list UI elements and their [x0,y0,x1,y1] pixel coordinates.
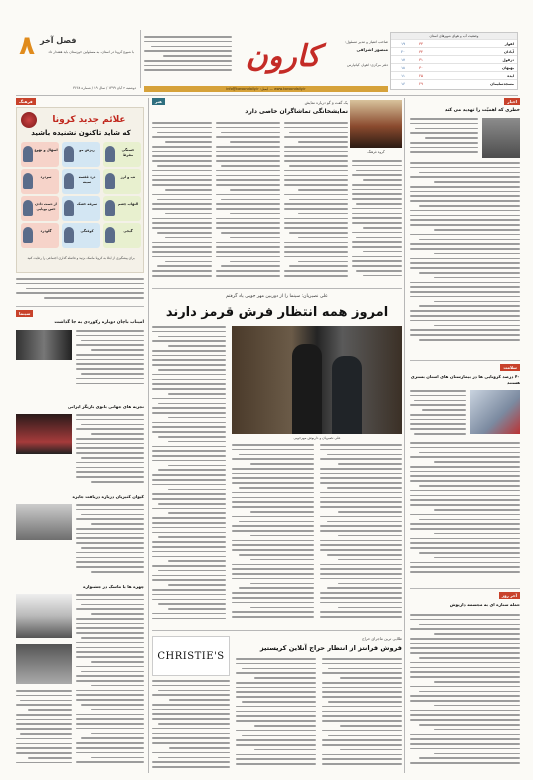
person-icon [64,200,74,216]
right-text-2 [410,162,520,352]
person-icon [23,227,33,243]
symptom-item [103,223,141,248]
corona-subtitle: که شاید تاکنون نشنیده باشید [31,129,131,137]
symptom-label: سرفه خشک [76,202,98,206]
top-story-title: نمایشخانگی تماشاگران خاصی دارد [245,108,348,115]
left-photo-5 [16,644,72,684]
left-headline-4: چهره ها با ماسک در جشنواره [83,584,144,589]
right-column [410,98,520,778]
left-text-6 [16,690,72,772]
main-story-caption: علی نصیریان و داریوش مهرجویی [293,436,341,440]
left-text-3 [76,414,144,488]
person-icon [64,173,74,189]
main-story-text-2 [232,444,314,626]
symptom-label: تب و لرز [120,175,136,179]
christies-logo-box [152,636,230,676]
left-text-1 [16,278,144,302]
issue-line: دوشنبه ۲ آبان ۱۳۹۹ / سال ۱۹ / شماره ۳۶۶۸ [73,86,136,90]
symptom-item [62,169,100,194]
section-label-health: سلامت [500,364,520,371]
weather-row [391,47,517,55]
main-story-photo [232,326,402,434]
left-photo-2 [16,414,72,454]
owner-block [336,40,388,80]
symptom-label: ریزش مو [79,148,95,152]
weather-row [391,39,517,47]
right-text-5 [410,614,520,774]
symptom-label: کوفتگی [80,229,94,233]
right-text-4 [410,442,520,582]
corona-title: علائم جدید کرونا [52,115,126,125]
person-right [332,356,362,434]
symptom-item [103,169,141,194]
left-headline-2: تجربه های جهانی بانوی بازیگر ایرانی [67,404,144,409]
symptom-label: از دست دادن حس بویایی [35,202,57,211]
weather-max: ۲۵ [419,74,423,78]
weather-max: ۳۴ [419,50,423,54]
symptom-item [21,196,59,221]
bottom-story-text-3 [322,658,402,772]
publisher-info [144,36,232,86]
symptom-label: گیجی [123,229,133,233]
weather-min: ۲۰ [401,50,405,54]
virus-icon [21,112,37,128]
weather-city: ایذه [507,74,514,78]
weather-row [391,79,517,87]
symptom-label: اسهال و تهوع [34,148,58,152]
column-note: با شیوع کرونا در استان، به مسئولین خوزستان باید هشدار داد [48,50,134,54]
left-text-4 [76,504,144,578]
column-title: فصل آخر [40,36,77,45]
symptom-label: گلودرد [40,229,52,233]
top-story-text-1 [152,122,212,282]
symptom-label: التهاب چشم [117,202,139,206]
right-headline-1: خطری که اهمیّت را تهدید می کند [444,108,520,113]
symptom-item [21,169,59,194]
symptom-item [62,223,100,248]
person-left [292,344,322,434]
section-label-news: اخبار [504,98,520,105]
corona-infographic [16,107,144,273]
symptom-item [62,196,100,221]
weather-city: اهواز [504,42,514,46]
left-headline-1: امیتاب باچان دوباره رکوردی به جا گذاشت [54,320,144,325]
weather-max: ۳۳ [419,42,423,46]
weather-city: آبادان [503,50,514,54]
top-story-text-4 [352,160,402,282]
weather-title: وضعیت آب و هوای شهرهای استان [391,33,517,39]
symptom-item [103,142,141,167]
strip-text: www.karoondaily.ir — ایمیل: info@karoondaily.ir [226,87,306,91]
weather-city: مسجدسلیمان [490,82,514,86]
symptom-item [62,142,100,167]
center-column [152,98,402,778]
weather-row [391,71,517,79]
left-text-2 [76,330,144,390]
main-story-kicker: علی نصیریان: سینما را از دوربین مهر جویی یاد گرفتم [226,294,328,299]
person-icon [105,200,115,216]
weather-table [390,32,518,90]
weather-row [391,55,517,63]
weather-city: دزفول [502,58,514,62]
column-header-box [16,32,134,84]
section-label-cinema: سینما [16,310,33,317]
masthead-strip [144,86,388,92]
person-icon [105,227,115,243]
weather-row [391,63,517,71]
person-icon [64,227,74,243]
person-icon [23,200,33,216]
left-photo-4 [16,594,72,638]
main-story-text-3 [320,444,402,626]
left-photo-3 [16,504,72,540]
weather-min: ۱۸ [401,66,405,70]
weather-min: ۱۹ [401,42,405,46]
christies-logo: CHRISTIE'S [157,651,225,662]
symptom-item [21,223,59,248]
newspaper-logo: کارون [245,39,321,74]
weather-max: ۳۰ [419,66,423,70]
weather-max: ۳۱ [419,58,423,62]
top-story-text-2 [216,122,280,282]
official-photo [482,118,520,158]
top-story-photo [350,100,402,148]
weather-min: ۱۷ [401,58,405,62]
person-icon [105,173,115,189]
weather-city: بهبهان [502,66,514,70]
column-number: ۸ [19,31,35,61]
bottom-story-title: فروش فرانتز از انتظار حراج آنلاین کریستیز [259,644,402,652]
symptom-label: سردرد [40,175,52,179]
bottom-story-text-1 [152,680,230,772]
corona-note: برای پیشگیری از ابتلا به کرونا ماسک بزنید و فاصله گذاری اجتماعی را رعایت کنید [27,256,135,260]
section-label-art: هنر [152,98,165,105]
main-story-title: امروز همه انتظار فرش قرمز دارند [165,305,389,320]
right-text-3 [410,390,466,440]
symptom-grid [21,142,141,252]
person-icon [23,173,33,189]
health-photo [470,390,520,434]
person-icon [105,146,115,162]
weather-min: ۱۱ [401,74,405,78]
masthead [0,0,533,95]
left-column [16,98,144,778]
left-photo-1 [16,330,72,360]
owner-name: منصور اشراقی [356,46,388,52]
right-headline-3: حمله ستاره ای به مجسمه داریوش [449,602,520,607]
symptom-item [21,142,59,167]
publisher-info-text [144,36,232,76]
section-label-last: آخر روز [499,592,520,599]
top-story-byline: گروه فرهنگ [367,150,385,154]
symptom-item [103,196,141,221]
bottom-story-text-2 [236,658,316,772]
address-line: دفتر مرکزی: اهواز، کیانپارس [347,62,388,67]
bottom-story-kicker: طلایی ترین ماجرای حراج [362,636,402,641]
person-icon [23,146,33,162]
symptom-label: درد قفسه سینه [78,175,96,184]
owner-label: صاحب امتیاز و مدیر مسئول: [345,40,388,44]
person-icon [64,146,74,162]
right-text-1 [410,118,478,158]
weather-max: ۲۹ [419,82,423,86]
left-headline-3: کیوان کثیریان درباره دریافت جایزه [72,494,144,499]
main-story-text-1 [152,326,226,626]
left-text-5 [76,594,144,772]
section-label-culture: فرهنگ [16,98,36,105]
top-story-text-3 [284,122,348,282]
right-headline-2: ۴۰ درصد کرونایی ها در بیمارستان های استان بستری هستند [410,374,520,385]
top-story-kicker: یک گفت و گو درباره نمایش [304,100,348,105]
symptom-label: خستگی مفرط [121,148,135,157]
weather-min: ۱۶ [401,82,405,86]
